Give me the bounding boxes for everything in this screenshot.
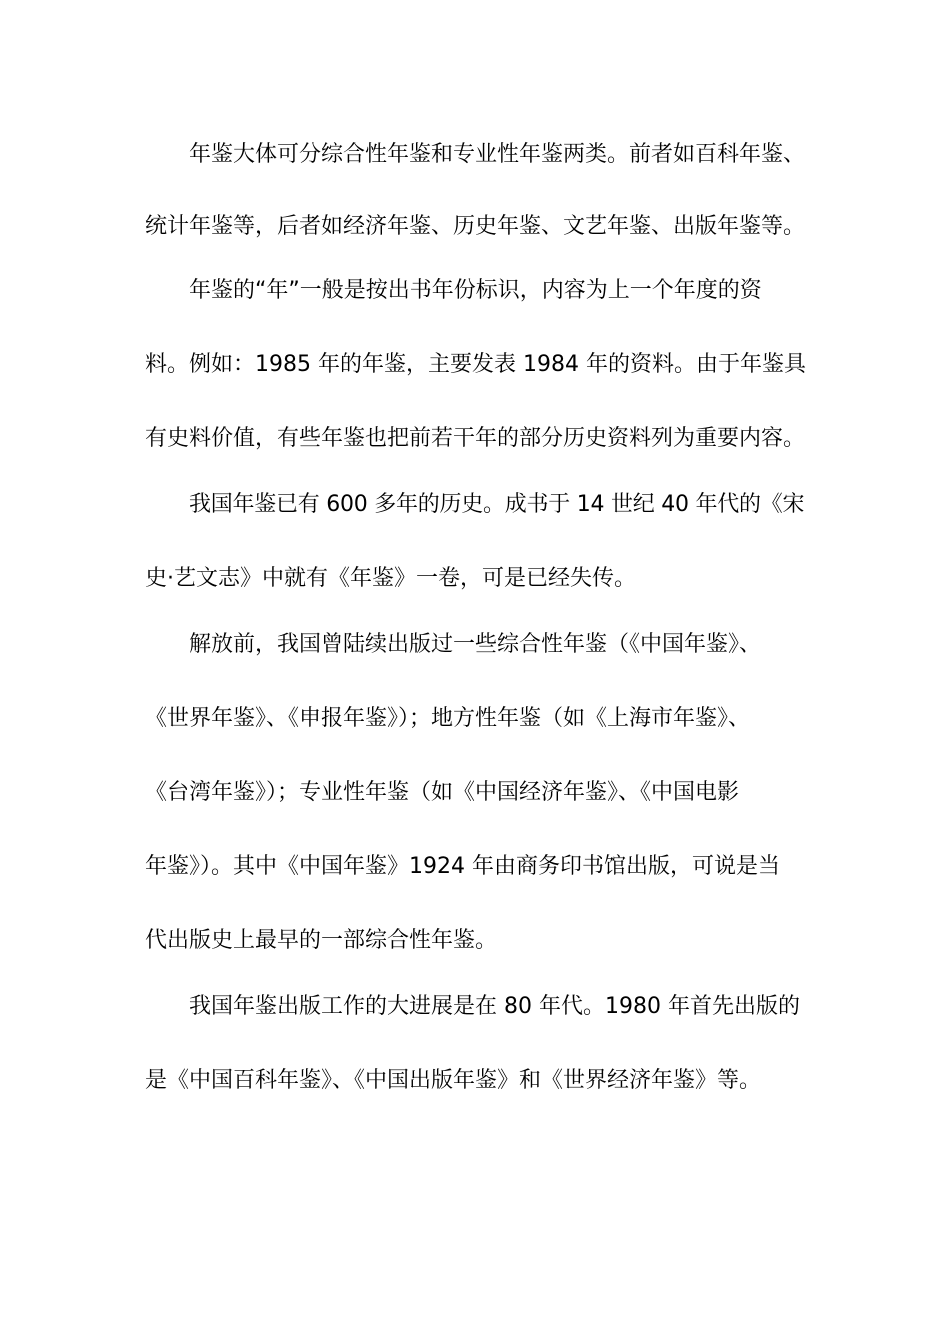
paragraph-3-line-2: 史·艺文志》中就有《年鉴》一卷，可是已经失传。 xyxy=(145,566,636,591)
paragraph-4-line-5: 代出版史上最早的一部综合性年鉴。 xyxy=(145,928,498,953)
paragraph-4-line-2: 《世界年鉴》、《申报年鉴》）；地方性年鉴（如《上海市年鉴》、 xyxy=(145,706,751,731)
paragraph-1-line-2: 统计年鉴等，后者如经济年鉴、历史年鉴、文艺年鉴、出版年鉴等。 xyxy=(145,214,806,239)
paragraph-5-line-2: 是《中国百科年鉴》、《中国出版年鉴》和《世界经济年鉴》等。 xyxy=(145,1068,762,1093)
paragraph-4-line-1: 解放前，我国曾陆续出版过一些综合性年鉴（《中国年鉴》、 xyxy=(189,632,762,657)
paragraph-2-line-2: 料。例如：1985 年的年鉴，主要发表 1984 年的资料。由于年鉴具 xyxy=(145,352,806,377)
paragraph-2-line-3: 有史料价值，有些年鉴也把前若干年的部分历史资料列为重要内容。 xyxy=(145,426,806,451)
paragraph-1-line-1: 年鉴大体可分综合性年鉴和专业性年鉴两类。前者如百科年鉴、 xyxy=(189,142,806,167)
paragraph-4-line-3: 《台湾年鉴》）；专业性年鉴（如《中国经济年鉴》、《中国电影 xyxy=(145,780,740,805)
paragraph-4-line-4: 年鉴》）。其中《中国年鉴》1924 年由商务印书馆出版，可说是当 xyxy=(145,854,780,879)
paragraph-5-line-1: 我国年鉴出版工作的大进展是在 80 年代。1980 年首先出版的 xyxy=(189,994,800,1019)
paragraph-3-line-1: 我国年鉴已有 600 多年的历史。成书于 14 世纪 40 年代的《宋 xyxy=(189,492,805,517)
paragraph-2-line-1: 年鉴的“年”一般是按出书年份标识，内容为上一个年度的资 xyxy=(189,278,762,303)
